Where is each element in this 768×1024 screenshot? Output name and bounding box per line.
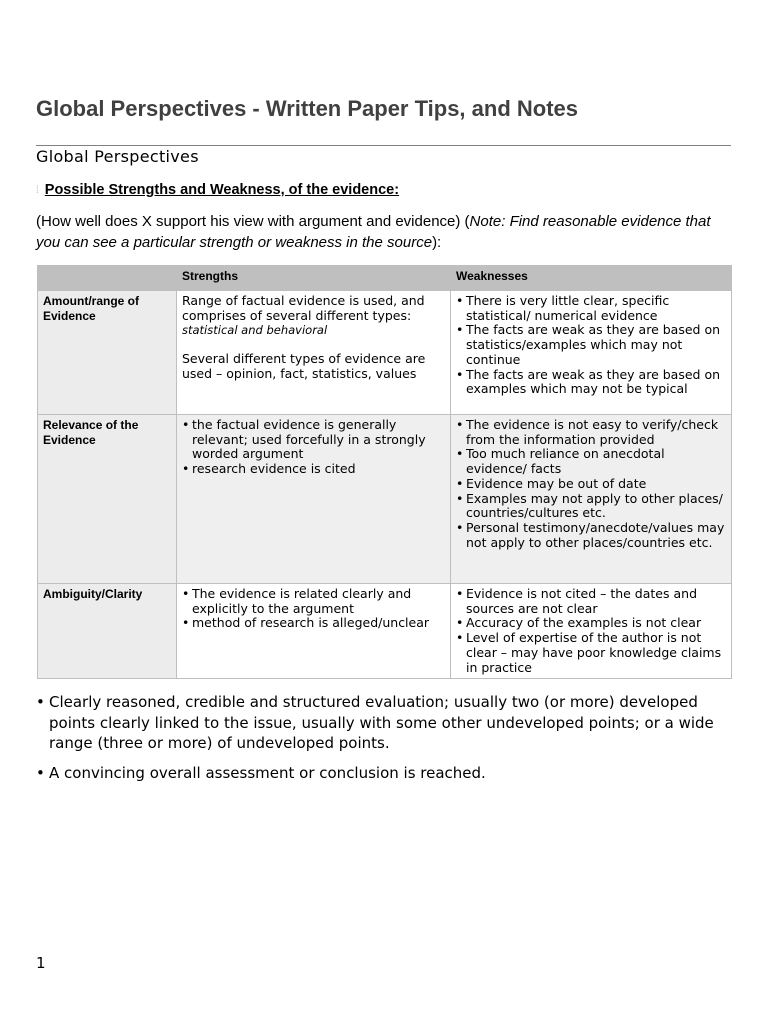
bullet-glyph: • xyxy=(36,693,45,711)
table-row xyxy=(38,415,732,584)
row-label-ambiguity: Ambiguity/Clarity xyxy=(38,584,177,679)
strengths-cell-ambiguity xyxy=(177,584,451,679)
intro-text-start: (How well does X support his view with argument and evidence) ( xyxy=(36,213,470,230)
title-divider xyxy=(36,145,731,146)
weakness-item: • Level of expertise of the author is not clear – may have poor knowledge claims in practice xyxy=(456,631,726,675)
weakness-item: • There is very little clear, specific statistical/ numerical evidence xyxy=(456,294,726,323)
summary-bullet-text: Clearly reasoned, credible and structured evaluation; usually two (or more) developed points clearly linked to the issue, usually with some other undeveloped points; or a wide range (three or more) of undeveloped points. xyxy=(49,693,714,752)
weakness-item: • The facts are weak as they are based on examples which may not be typical xyxy=(456,368,726,397)
table-header-weaknesses: Weaknesses xyxy=(451,266,732,291)
strength-item: • research evidence is cited xyxy=(182,462,445,477)
weaknesses-cell-relevance xyxy=(451,415,732,584)
strength-item: • the factual evidence is generally relevant; used forcefully in a strongly worded argument xyxy=(182,418,445,462)
weaknesses-cell-ambiguity xyxy=(451,584,732,679)
row-label-amount: Amount/range of Evidence xyxy=(38,291,177,415)
row-label-relevance: Relevance of the Evidence xyxy=(38,415,177,584)
weakness-item: • Examples may not apply to other places/ countries/cultures etc. xyxy=(456,492,726,521)
summary-bullet xyxy=(36,763,731,784)
strengths-cell-amount xyxy=(177,291,451,415)
bullet-glyph: • xyxy=(36,763,45,782)
page-number: 1 xyxy=(36,954,46,972)
table-header-corner xyxy=(38,266,177,291)
strengths-cell-relevance xyxy=(177,415,451,584)
intro-text-end: ): xyxy=(432,234,442,251)
weakness-item: • The facts are weak as they are based on statistics/examples which may not continue xyxy=(456,323,726,367)
weaknesses-cell-amount xyxy=(451,291,732,415)
weakness-item: • The evidence is not easy to verify/check from the information provided xyxy=(456,418,726,447)
strength-item: • The evidence is related clearly and explicitly to the argument xyxy=(182,587,445,616)
document-title: Global Perspectives - Written Paper Tips, and Notes xyxy=(36,96,579,121)
table-row xyxy=(38,291,732,415)
section-heading-label: Possible Strengths and Weakness, of the evidence: xyxy=(44,182,400,198)
strength-item: • method of research is alleged/unclear xyxy=(182,616,445,631)
table-header-strengths: Strengths xyxy=(177,266,451,291)
weakness-item: • Evidence is not cited – the dates and sources are not clear xyxy=(456,587,726,616)
summary-bullets xyxy=(36,692,731,792)
weakness-item: • Personal testimony/anecdote/values may not apply to other places/countries etc. xyxy=(456,521,726,550)
summary-bullet-text: A convincing overall assessment or conclusion is reached. xyxy=(49,763,486,782)
intro-paragraph xyxy=(36,211,731,253)
table-header-row xyxy=(38,266,732,291)
document-page xyxy=(36,0,731,1024)
weakness-item: • Evidence may be out of date xyxy=(456,477,726,492)
weakness-item: • Accuracy of the examples is not clear xyxy=(456,616,726,631)
table-row xyxy=(38,584,732,679)
strength-text: Several different types of evidence are used – opinion, fact, statistics, values xyxy=(182,351,426,381)
document-subtitle: Global Perspectives xyxy=(36,147,199,166)
weakness-item: • Too much reliance on anecdotal evidence/ facts xyxy=(456,447,726,476)
evidence-table xyxy=(37,265,732,679)
strength-text-italic: statistical and behavioral xyxy=(182,323,328,338)
section-heading xyxy=(36,182,399,198)
summary-bullet xyxy=(36,692,731,754)
strength-text: Range of factual evidence is used, and comprises of several different types: xyxy=(182,293,425,323)
intro-note: Note: Find reasonable evidence that you can see a particular strength or weakness in the source xyxy=(36,213,711,251)
drag-handle-icon: ⁞ xyxy=(36,184,39,196)
